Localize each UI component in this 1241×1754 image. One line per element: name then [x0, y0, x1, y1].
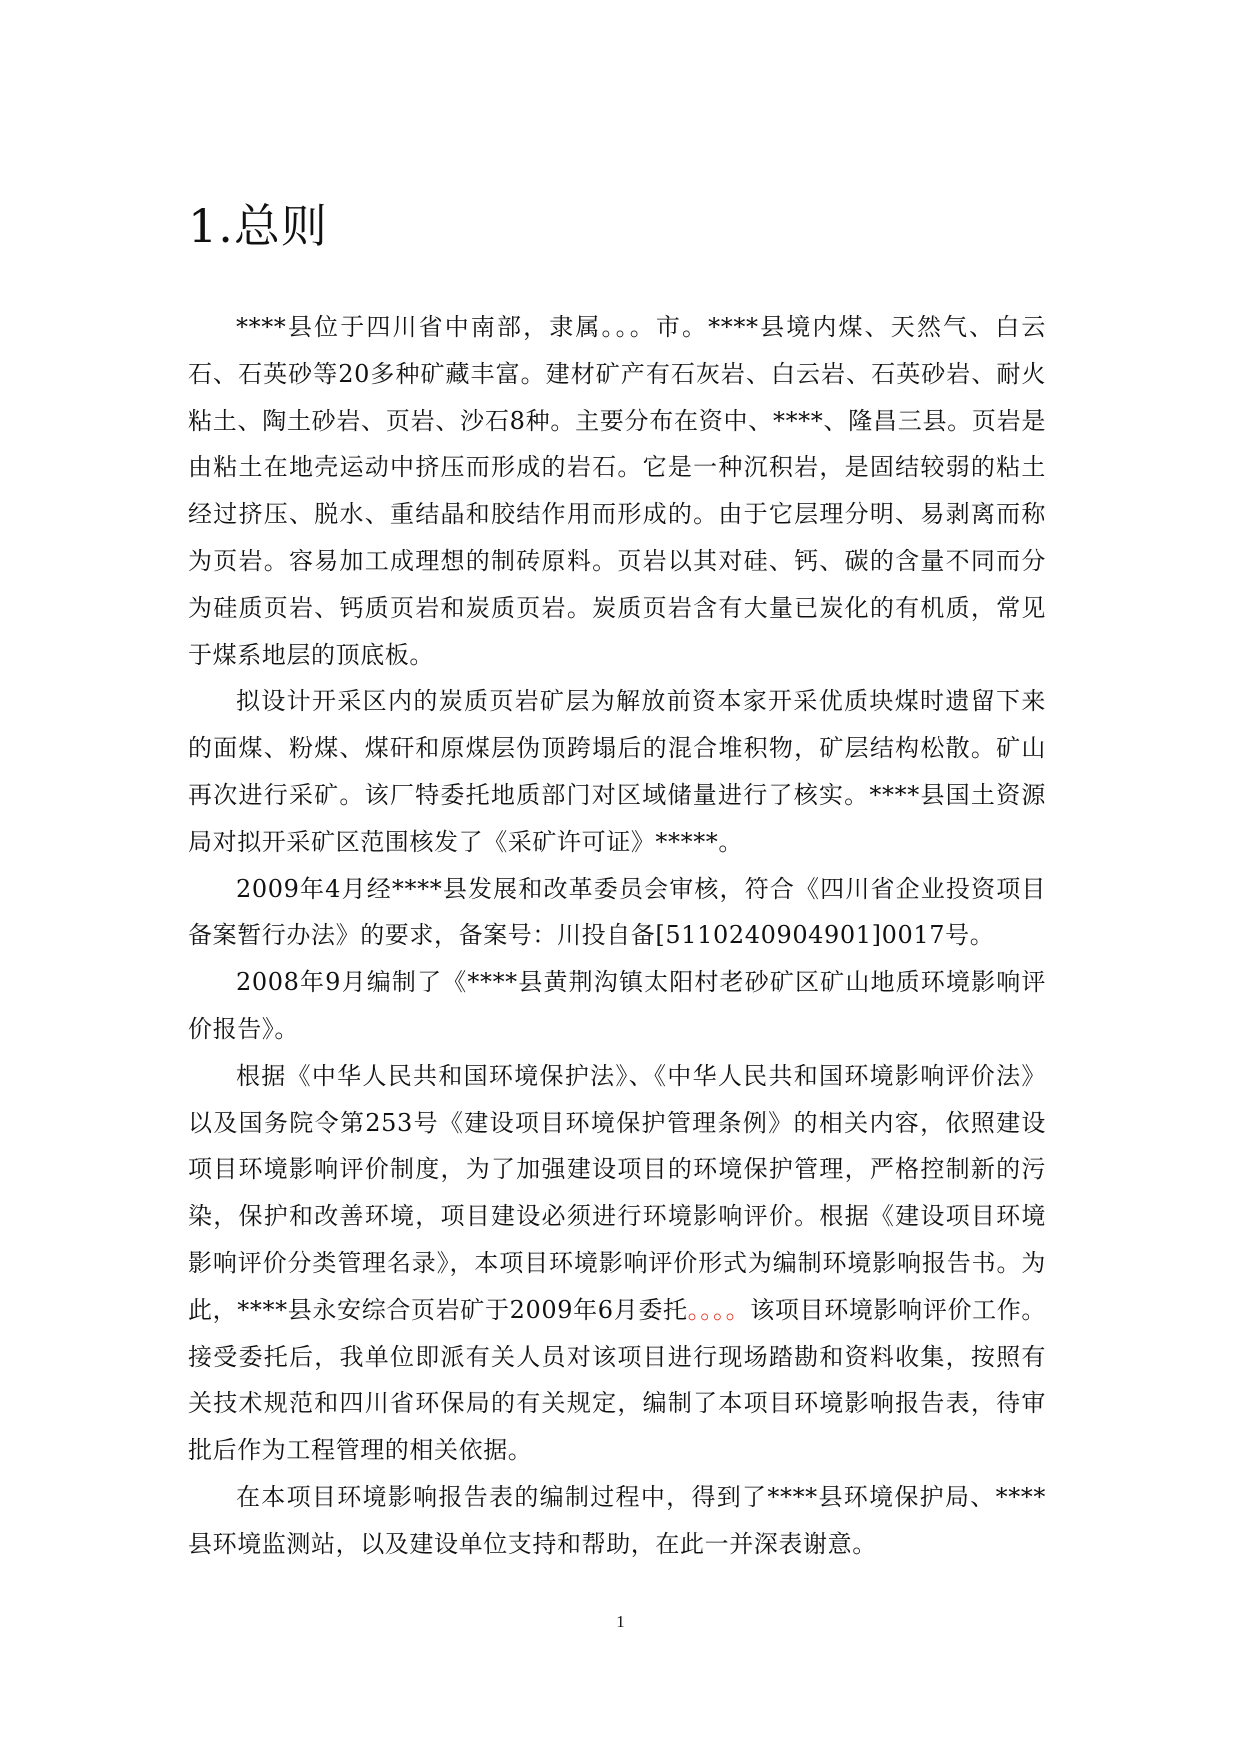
paragraph-5-text-b: 该项目环境影响评价工作。接受委托后，我单位即派有关人员对该项目进行现场踏勘和资料收集，按照有关技术规范和四川省环保局的有关规定，编制了本项目环境影响报告表，待审批后作为工程管理的相关依据。 [188, 1295, 1047, 1465]
paragraph-6: 在本项目环境影响报告表的编制过程中，得到了****县环境保护局、****县环境监测站，以及建设单位支持和帮助，在此一并深表谢意。 [188, 1482, 1046, 1558]
paragraph-3: 2009年4月经****县发展和改革委员会审核，符合《四川省企业投资项目备案暂行办法》的要求，备案号：川投自备[5110240904901]0017号。 [188, 874, 1046, 950]
page-number: 1 [616, 1612, 625, 1631]
paragraph-5-red-placeholder: 。。。。 [687, 1295, 751, 1324]
body-text [188, 304, 1046, 1568]
paragraph-5 [188, 1053, 1046, 1474]
paragraph-4: 2008年9月编制了《****县黄荆沟镇太阳村老砂矿区矿山地质环境影响评价报告》。 [188, 968, 1046, 1043]
paragraph-1: ****县位于四川省中南部，隶属。。。市。****县境内煤、天然气、白云石、石英砂等20多种矿藏丰富。建材矿产有石灰岩、白云岩、石英砂岩、耐火粘土、陶土砂岩、页岩、沙石8种。主要分布在资中、****、隆昌三县。页岩是由粘土在地壳运动中挤压而形成的岩石。它是一种沉积岩，是固结较弱的粘土经过挤压、脱水、重结晶和胶结作用而形成的。由于它层理分明、易剥离而称为页岩。容易加工成理想的制砖原料。页岩以其对硅、钙、碳的含量不同而分为硅质页岩、钙质页岩和炭质页岩。炭质页岩含有大量已炭化的有机质，常见于煤系地层的顶底板。 [188, 313, 1046, 669]
paragraph-2: 拟设计开采区内的炭质页岩矿层为解放前资本家开采优质块煤时遗留下来的面煤、粉煤、煤矸和原煤层伪顶跨塌后的混合堆积物，矿层结构松散。矿山再次进行采矿。该厂特委托地质部门对区域储量进行了核实。****县国土资源局对拟开采矿区范围核发了《采矿许可证》*****。 [188, 687, 1046, 856]
section-title: 1.总则 [188, 199, 328, 253]
paragraph-5-text-a: 根据《中华人民共和国环境保护法》、《中华人民共和国环境影响评价法》以及国务院令第253号《建设项目环境保护管理条例》的相关内容，依照建设项目环境影响评价制度，为了加强建设项目的环境保护管理，严格控制新的污染，保护和改善环境，项目建设必须进行环境影响评价。根据《建设项目环境影响评价分类管理名录》，本项目环境影响评价形式为编制环境影响报告书。为此，****县永安综合页岩矿于2009年6月委托 [188, 1061, 1046, 1324]
